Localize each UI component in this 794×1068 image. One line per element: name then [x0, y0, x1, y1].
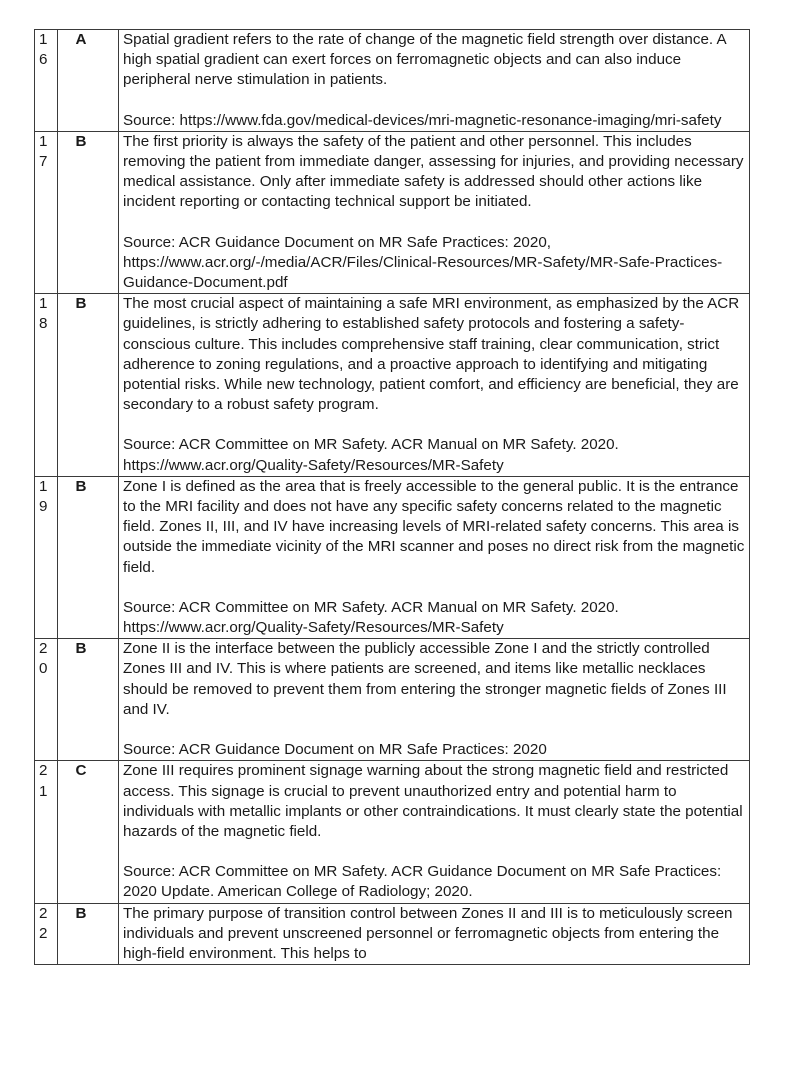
table-row	[35, 761, 750, 903]
question-number-digit-2: 9	[39, 498, 48, 516]
question-number	[35, 476, 58, 638]
question-number-digit-2: 2	[39, 924, 48, 942]
answer-letter-cell	[58, 903, 119, 965]
question-number-digit-1: 1	[39, 132, 48, 150]
table-row	[35, 131, 750, 293]
table-row	[35, 639, 750, 761]
question-number	[35, 30, 58, 132]
question-number-digit-1: 1	[39, 477, 48, 495]
table-row	[35, 476, 750, 638]
table-row	[35, 30, 750, 132]
explanation-text: The first priority is always the safety of the patient and other personnel. This includes removing the patient from immediate danger, assessing for injuries, and providing necessary medical assistance. Only after immediate safety is addressed should other actions like incident reporting or contacting technical support be initiated.	[123, 132, 744, 211]
explanation-cell	[119, 30, 750, 132]
explanation-text: Zone II is the interface between the publicly accessible Zone I and the strictly controlled Zones III and IV. This is where patients are screened, and items like metallic necklaces should be removed to prevent them from entering the stronger magnetic fields of Zones III and IV.	[123, 640, 727, 718]
explanation-text: The primary purpose of transition control between Zones II and III is to meticulously screen individuals and prevent unscreened personnel or ferromagnetic objects from entering the high-field environment. This helps to	[123, 904, 733, 962]
answer-letter-cell	[58, 476, 119, 638]
question-number	[35, 639, 58, 761]
question-number	[35, 761, 58, 903]
question-number-digit-1: 2	[39, 762, 48, 780]
table-row	[35, 294, 750, 477]
answer-letter: C	[75, 762, 87, 780]
question-number-digit-1: 2	[39, 904, 48, 922]
source-text: Source: ACR Guidance Document on MR Safe Practices: 2020, https://www.acr.org/-/media/ACR/Files/Clinical-Resources/MR-Safety/MR-Safe-Practices-Guidance-Document.pdf	[123, 233, 723, 292]
explanation-cell	[119, 903, 750, 965]
answer-letter: B	[75, 132, 87, 150]
answer-letter: B	[75, 904, 87, 922]
source-text: Source: ACR Committee on MR Safety. ACR Manual on MR Safety. 2020. https://www.acr.org/Quality-Safety/Resources/MR-Safety	[123, 436, 619, 474]
question-number	[35, 903, 58, 965]
explanation-text: The most crucial aspect of maintaining a safe MRI environment, as emphasized by the ACR guidelines, is strictly adhering to established safety protocols and fostering a safety-conscious culture. This includes comprehensive staff training, clear communication, strict adherence to zoning regulations, and a proactive approach to identifying and mitigating potential risks. While new technology, patient comfort, and efficiency are beneficial, they are secondary to a robust safety program.	[123, 295, 740, 414]
question-number-digit-1: 1	[39, 295, 48, 313]
question-number-digit-1: 1	[39, 31, 48, 48]
question-number-digit-2: 6	[39, 51, 48, 69]
answer-letter-cell	[58, 294, 119, 477]
question-number-digit-2: 0	[39, 660, 48, 678]
source-text: Source: ACR Committee on MR Safety. ACR Manual on MR Safety. 2020. https://www.acr.org/Quality-Safety/Resources/MR-Safety	[123, 598, 619, 637]
answer-letter-cell	[58, 131, 119, 293]
answer-letter-cell	[58, 30, 119, 132]
explanation-text: Zone III requires prominent signage warning about the strong magnetic field and restricted access. This signage is crucial to prevent unauthorized entry and potential harm to individuals with metallic implants or other contraindications. It must clearly state the potential hazards of the magnetic field.	[123, 762, 743, 840]
question-number-digit-1: 2	[39, 640, 48, 658]
answer-letter-cell	[58, 761, 119, 903]
explanation-cell	[119, 761, 750, 903]
source-text: Source: ACR Guidance Document on MR Safe Practices: 2020	[123, 741, 547, 759]
answer-table	[34, 29, 750, 965]
answer-letter: B	[75, 477, 87, 495]
question-number-digit-2: 7	[39, 153, 48, 171]
answer-letter: A	[75, 31, 87, 48]
source-text: Source: https://www.fda.gov/medical-devices/mri-magnetic-resonance-imaging/mri-safety	[123, 111, 722, 129]
answer-letter: B	[75, 640, 87, 658]
explanation-text: Zone I is defined as the area that is freely accessible to the general public. It is the entrance to the MRI facility and does not have any specific safety concerns related to the magnetic field. Zones II, III, and IV have increasing levels of MRI-related safety concerns. This area is outside the immediate vicinity of the MRI scanner and poses no direct risk from the magnetic field.	[123, 477, 745, 576]
source-text: Source: ACR Committee on MR Safety. ACR Guidance Document on MR Safe Practices: 2020 Update. American College of Radiology; 2020.	[123, 863, 722, 901]
explanation-cell	[119, 131, 750, 293]
answer-letter: B	[75, 295, 87, 313]
explanation-cell	[119, 639, 750, 761]
question-number-digit-2: 8	[39, 315, 48, 333]
explanation-cell	[119, 294, 750, 477]
answer-letter-cell	[58, 639, 119, 761]
explanation-text: Spatial gradient refers to the rate of change of the magnetic field strength over distance. A high spatial gradient can exert forces on ferromagnetic objects and can also induce peripheral nerve stimulation in patients.	[123, 31, 726, 89]
question-number	[35, 131, 58, 293]
question-number	[35, 294, 58, 477]
table-row	[35, 903, 750, 965]
question-number-digit-2: 1	[39, 782, 48, 800]
explanation-cell	[119, 476, 750, 638]
